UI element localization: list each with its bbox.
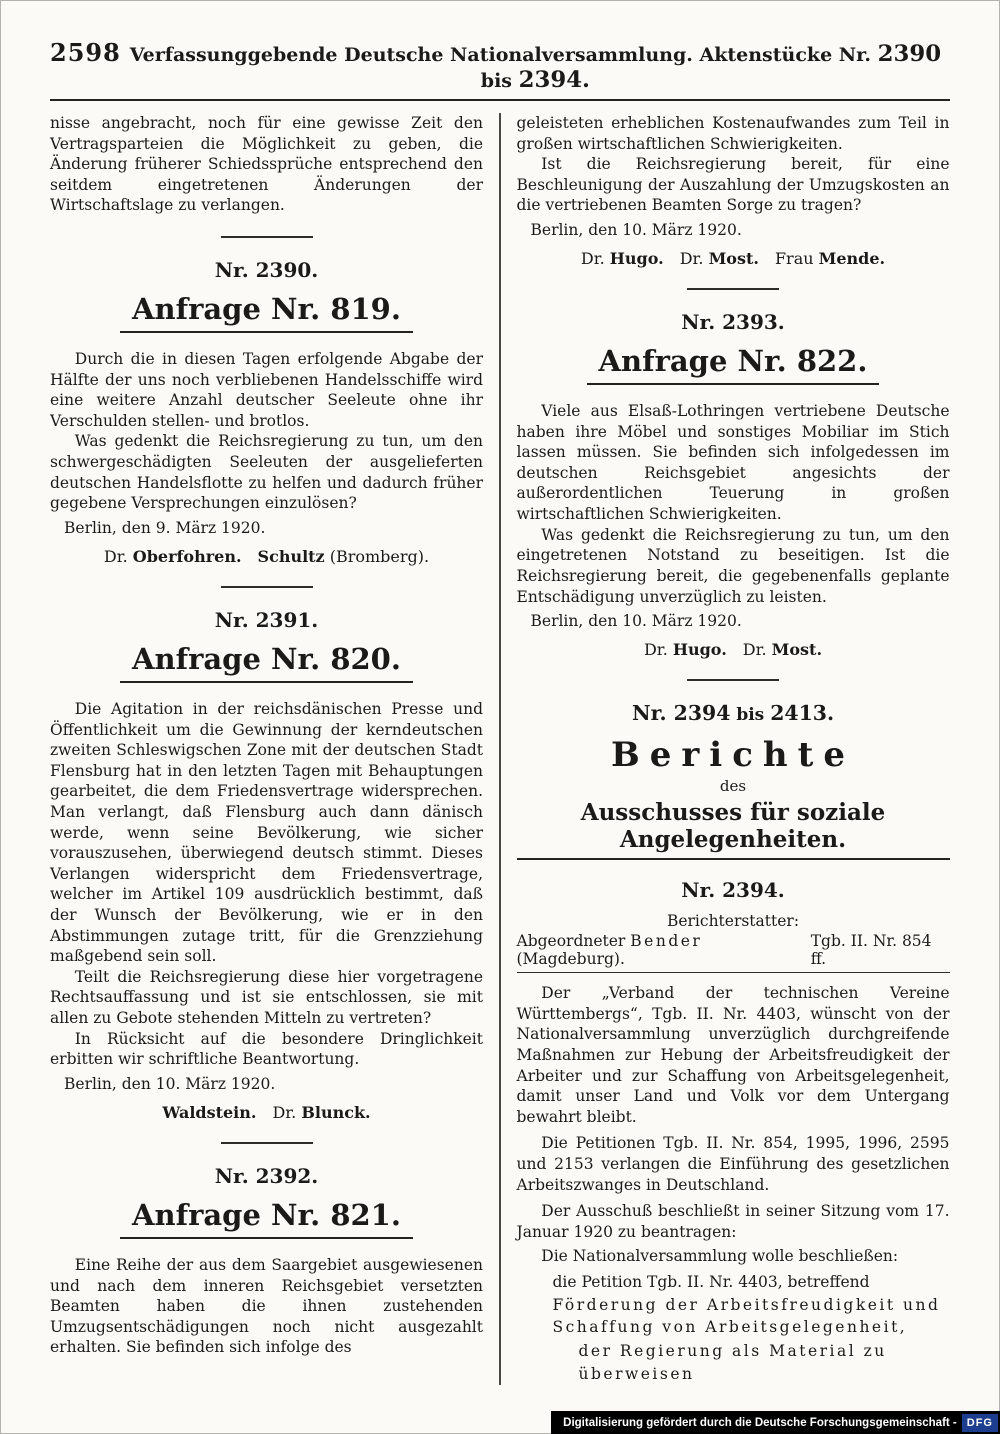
digitization-text: Digitalisierung gefördert durch die Deutsche Forschungsgemeinschaft - xyxy=(563,1416,957,1429)
header-rule xyxy=(50,99,950,101)
resolution-item: die Petition Tgb. II. Nr. 4403, betreffend Förderung der Arbeitsfreudigkeit und Schaffung von Arbeitsgelegenheit, xyxy=(552,1273,941,1336)
section-2391 xyxy=(50,608,483,1122)
resolution-action: der Regierung als Material zu überweisen xyxy=(578,1342,887,1383)
page-header xyxy=(50,38,950,93)
continuation-paragraph: nisse angebracht, noch für eine gewisse Zeit den Vertragsparteien die Möglichkeit zu geben, die Änderung früherer Schiedssprüche entsprechend den seitdem eingetretenen Änderungen der Wirtschaftslage zu verlangen. xyxy=(50,114,483,215)
dateline: Berlin, den 9. März 1920. xyxy=(64,518,266,537)
section-divider xyxy=(687,288,779,290)
paragraph: In Rücksicht auf die besondere Dringlichkeit erbitten wir schriftliche Beantwortung. xyxy=(50,1029,483,1069)
document-number: Nr. 2390. xyxy=(214,258,319,283)
section-2393 xyxy=(517,310,950,659)
right-column xyxy=(501,113,950,1385)
document-number: Nr. 2392. xyxy=(214,1163,319,1188)
section-divider xyxy=(687,679,779,681)
paragraph: Viele aus Elsaß-Lothringen vertriebene Deutsche haben ihre Möbel und sonstiges Mobiliar im Stich lassen müssen. Sie befinden sich infolgedessen im deutschen Reichsgebiet angesichts der außerordentlichen Teuerung in großen wirtschaftlichen Schwierigkeiten. xyxy=(516,402,950,524)
berichte-title: Berichte xyxy=(611,735,855,776)
section-2392-continued xyxy=(517,113,950,268)
document-number: Nr. 2393. xyxy=(681,310,785,335)
des-line: des xyxy=(719,777,747,796)
dateline: Berlin, den 10. März 1920. xyxy=(530,221,742,240)
committee-subtitle: Ausschusses für soziale Angelegenheiten. xyxy=(517,799,950,860)
anfrage-title: Anfrage Nr. 821. xyxy=(120,1198,413,1239)
section-divider xyxy=(221,586,313,588)
document-number: Nr. 2394. xyxy=(681,878,785,903)
paragraph: Was gedenkt die Reichsregierung zu tun, um den schwergeschädigten Seeleuten der ausgelieferten deutschen Handelsflotte zu helfen und dadurch früher gegebene Versprechungen einzulösen? xyxy=(50,432,483,513)
signatures: Waldstein. Dr. Blunck. xyxy=(162,1102,371,1122)
signatures: Dr. Oberfohren. Schultz (Bromberg). xyxy=(103,546,430,566)
paragraph: Teilt die Reichsregierung diese hier vorgetragene Rechtsauffassung und ist sie entschlossen, sie mit allen zu Gebote stehenden Mitteln zu vertreten? xyxy=(50,967,483,1028)
signatures: Dr. Hugo. Dr. Most. Frau Mende. xyxy=(580,249,886,269)
left-column xyxy=(50,113,499,1385)
paragraph: Der „Verband der technischen Vereine Württembergs“, Tgb. II. Nr. 4403, wünscht von der Nationalversammlung unverzüglich durchgreifende Maßnahmen zur Hebung der Arbeitsfreudigkeit der Arbeiter und zur Schaffung von Arbeitsgelegenheit, damit unser Land und Volk vor dem Untergang bewahrt bleibt. xyxy=(516,984,950,1126)
continuation-paragraph: geleisteten erheblichen Kostenaufwandes zum Teil in großen wirtschaftlichen Schwierigkeiten. xyxy=(516,114,950,153)
reporter-name: Abgeordneter Bender (Magdeburg). xyxy=(516,932,703,969)
anfrage-title: Anfrage Nr. 819. xyxy=(120,292,413,333)
resolution-intro: Die Nationalversammlung wolle beschließen: xyxy=(541,1247,899,1266)
section-2390 xyxy=(50,258,483,566)
paragraph: Durch die in diesen Tagen erfolgende Abgabe der Hälfte der uns noch verbliebenen Handelsschiffe wird eine weitere Anzahl deutscher Seeleute ohne ihr Verschulden stellen- und brotlos. xyxy=(50,350,483,430)
paragraph: Eine Reihe der aus dem Saargebiet ausgewiesenen und nach dem inneren Reichsgebiet versetzten Beamten haben die ihnen zustehenden Umzugsentschädigungen noch nicht ausgezahlt erhalten. Sie befinden sich infolge des xyxy=(50,1255,483,1357)
anfrage-title: Anfrage Nr. 820. xyxy=(120,642,413,683)
anfrage-title: Anfrage Nr. 822. xyxy=(587,344,880,385)
reporter-row xyxy=(517,932,950,973)
dateline: Berlin, den 10. März 1920. xyxy=(530,612,742,631)
document-number: Nr. 2391. xyxy=(214,607,319,632)
section-divider xyxy=(221,1142,313,1144)
berichterstatter-label: Berichterstatter: xyxy=(666,912,800,931)
two-column-body xyxy=(50,113,950,1385)
signatures: Dr. Hugo. Dr. Most. xyxy=(643,640,823,660)
dfg-logo: DFG xyxy=(962,1414,998,1432)
paragraph: Ist die Reichsregierung bereit, für eine Beschleunigung der Auszahlung der Umzugskosten an die vertriebenen Beamten Sorge zu tragen? xyxy=(516,155,950,215)
dateline: Berlin, den 10. März 1920. xyxy=(64,1074,276,1093)
document-number-range: Nr. 2394 bis 2413. xyxy=(631,701,835,726)
paragraph: Was gedenkt die Reichsregierung zu tun, um den eingetretenen Notstand zu beseitigen. Ist die Reichsregierung bereit, die gegebenenfalls geplante Entschädigung unverzüglich zu leisten. xyxy=(516,525,950,606)
section-divider xyxy=(221,236,313,238)
page-number: 2598 xyxy=(50,38,121,67)
tgb-reference: Tgb. II. Nr. 854 ff. xyxy=(810,932,932,969)
section-berichte xyxy=(517,701,950,1385)
paragraph: Die Agitation in der reichsdänischen Presse und Öffentlichkeit um die Gewinnung der kerndeutschen zweiten Schleswigschen Zone mit der deutschen Stadt Flensburg hat in den letzten Tagen mit Behauptungen gearbeitet, die dem Friedensvertrage widersprechen. Man verlangt, daß Flensburg auch dann dänisch werde, wenn seine Bevölkerung, wie sicher vorauszusehen, überwiegend deutsch stimmt. Dieses Verlangen widerspricht dem Friedensvertrage, welcher im Artikel 109 ausdrücklich bestimmt, daß der Wunsch der Bevölkerung, wie er in den Abstimmungen zutage tritt, für die Grenzziehung maßgebend sein soll. xyxy=(50,699,483,966)
digitization-footer xyxy=(551,1411,1000,1434)
paragraph: Die Petitionen Tgb. II. Nr. 854, 1995, 1996, 2595 und 2153 verlangen die Einführung des gesetzlichen Arbeitszwanges in Deutschland. xyxy=(516,1134,950,1194)
section-2392 xyxy=(50,1164,483,1358)
paragraph: Der Ausschuß beschließt in seiner Sitzung vom 17. Januar 1920 zu beantragen: xyxy=(516,1202,950,1241)
header-title: Verfassunggebende Deutsche Nationalversammlung. Aktenstücke Nr. 2390 bis 2394. xyxy=(129,41,942,93)
